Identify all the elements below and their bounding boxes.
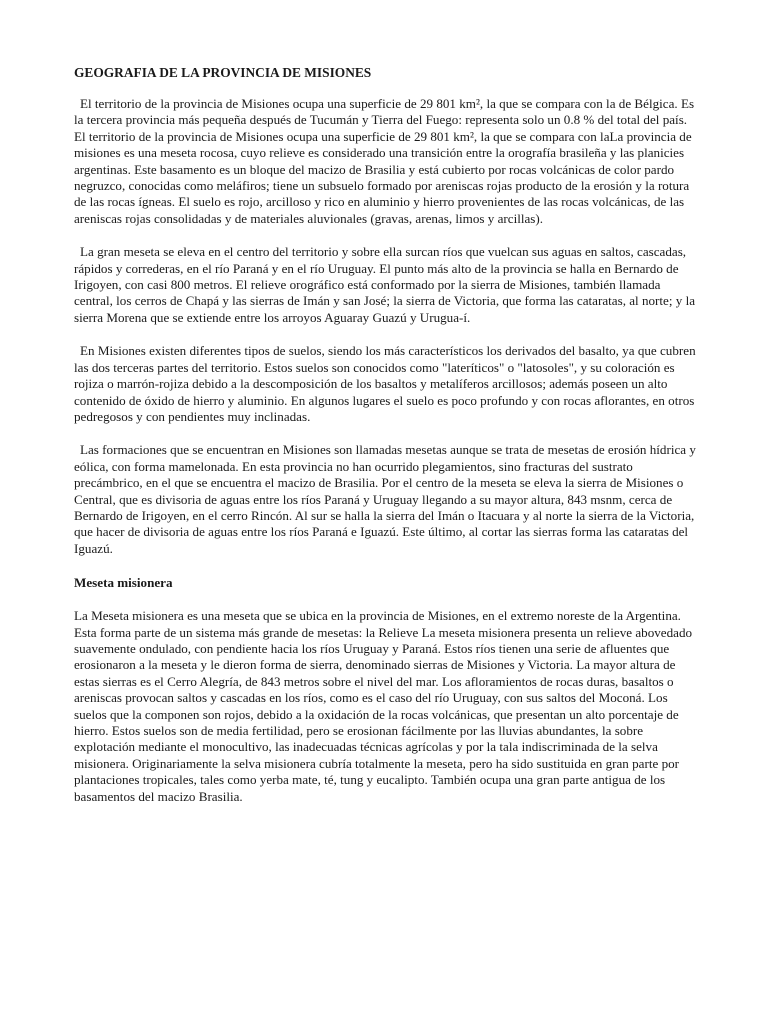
document-title: GEOGRAFIA DE LA PROVINCIA DE MISIONES xyxy=(74,65,372,80)
document-page xyxy=(74,64,696,822)
paragraph-plateau: La gran meseta se eleva en el centro del territorio y sobre ella surcan ríos que vuelcan sus aguas en saltos, cascadas, rápidos y correderas, en el río Paraná y en el río Uruguay. El punto más alto de la provincia se halla en Bernardo de Irigoyen, con casi 800 metros. El relieve orográfico está conformado por la sierra de Misiones, también llamada central, los cerros de Chapá y las sierras de Imán y san José; la sierra de Victoria, que forma las cataratas, al norte; y la sierra Morena que se extiende entre los arroyos Aguaray Guazú y Urugua-í. xyxy=(74,244,696,325)
paragraph-meseta-misionera: La Meseta misionera es una meseta que se ubica en la provincia de Misiones, en el extremo noreste de la Argentina. Esta forma parte de un sistema más grande de mesetas: la Relieve La meseta misionera presenta un relieve abovedado suavemente ondulado, con pendiente hacia los ríos Uruguay y Paraná. Estos ríos tienen una serie de afluentes que erosionaron a la meseta y le dieron forma de sierra, denominado sierras de Misiones y Victoria. La mayor altura de estas sierras es el Cerro Alegría, de 843 metros sobre el nivel del mar. Los afloramientos de rocas duras, basaltos o areniscas provocan saltos y cascadas en los ríos, como es el caso del río Uruguay, con sus saltos del Moconá. Los suelos que la componen son rojos, debido a la oxidación de la rocas volcánicas, que presentan un alto porcentaje de hierro. Estos suelos son de media fertilidad, pero se erosionan fácilmente por las lluvias abundantes, la sobre explotación mediante el monocultivo, las inadecuadas técnicas agrícolas y por la tala indiscriminada de la selva misionera. Originariamente la selva misionera cubría totalmente la meseta, pero ha sido sustituida en gran parte por plantaciones tropicales, tales como yerba mate, té, tung y eucalipto. También ocupa una gran parte antigua de los basamentos del macizo Brasilia. xyxy=(74,608,693,804)
section-heading: Meseta misionera xyxy=(74,575,173,591)
paragraph-territory: El territorio de la provincia de Misiones ocupa una superficie de 29 801 km², la que se compara con la de Bélgica. Es la tercera provincia más pequeña después de Tucumán y Tierra del Fuego: representa solo un 0.8 % del total del país. El territorio de la provincia de Misiones ocupa una superficie de 29 801 km², la que se compara con laLa provincia de misiones es una meseta rocosa, cuyo relieve es considerado una transición entre la orografía brasileña y las planicies argentinas. Este basamento es un bloque del macizo de Brasilia y está cubierto por rocas volcánicas de color pardo negruzco, conocidas como meláfiros; tiene un subsuelo formado por areniscas rojas producto de la erosión y la rotura de las rocas ígneas. El suelo es rojo, arcilloso y rico en aluminio y hierro provenientes de las rocas volcánicas, de las areniscas rojas consolidadas y de materiales aluvionales (gravas, arenas, limos y arcillas). xyxy=(74,96,695,226)
paragraph-soils: En Misiones existen diferentes tipos de suelos, siendo los más característicos los derivados del basalto, ya que cubren las dos terceras partes del territorio. Estos suelos son conocidos como "lateríticos" o "latosoles", y su coloración es rojiza o marrón-rojiza debido a la descomposición de los basaltos y metalíferos arcillosos; además poseen un alto contenido de óxido de hierro y aluminio. En algunos lugares el suelo es poco profundo y con rocas aflorantes, en otros pedregosos y con pendientes muy inclinadas. xyxy=(74,343,696,424)
paragraph-formations: Las formaciones que se encuentran en Misiones son llamadas mesetas aunque se trata de mesetas de erosión hídrica y eólica, con forma mamelonada. En esta provincia no han ocurrido plegamientos, sino fracturas del sustrato precámbrico, en el que se encuentra el macizo de Brasilia. Por el centro de la meseta se eleva la sierra de Misiones o Central, que es divisoria de aguas entre los ríos Paraná y Uruguay llegando a su mayor altura, 843 msnm, cerca de Bernardo de Irigoyen, en el cerro Rincón. Al sur se halla la sierra del Imán o Itacuara y al norte la sierra de la Victoria, que hacer de divisoria de aguas entre los ríos Paraná e Iguazú. Este último, al cortar las sierras forma las cataratas del Iguazú. xyxy=(74,442,696,556)
